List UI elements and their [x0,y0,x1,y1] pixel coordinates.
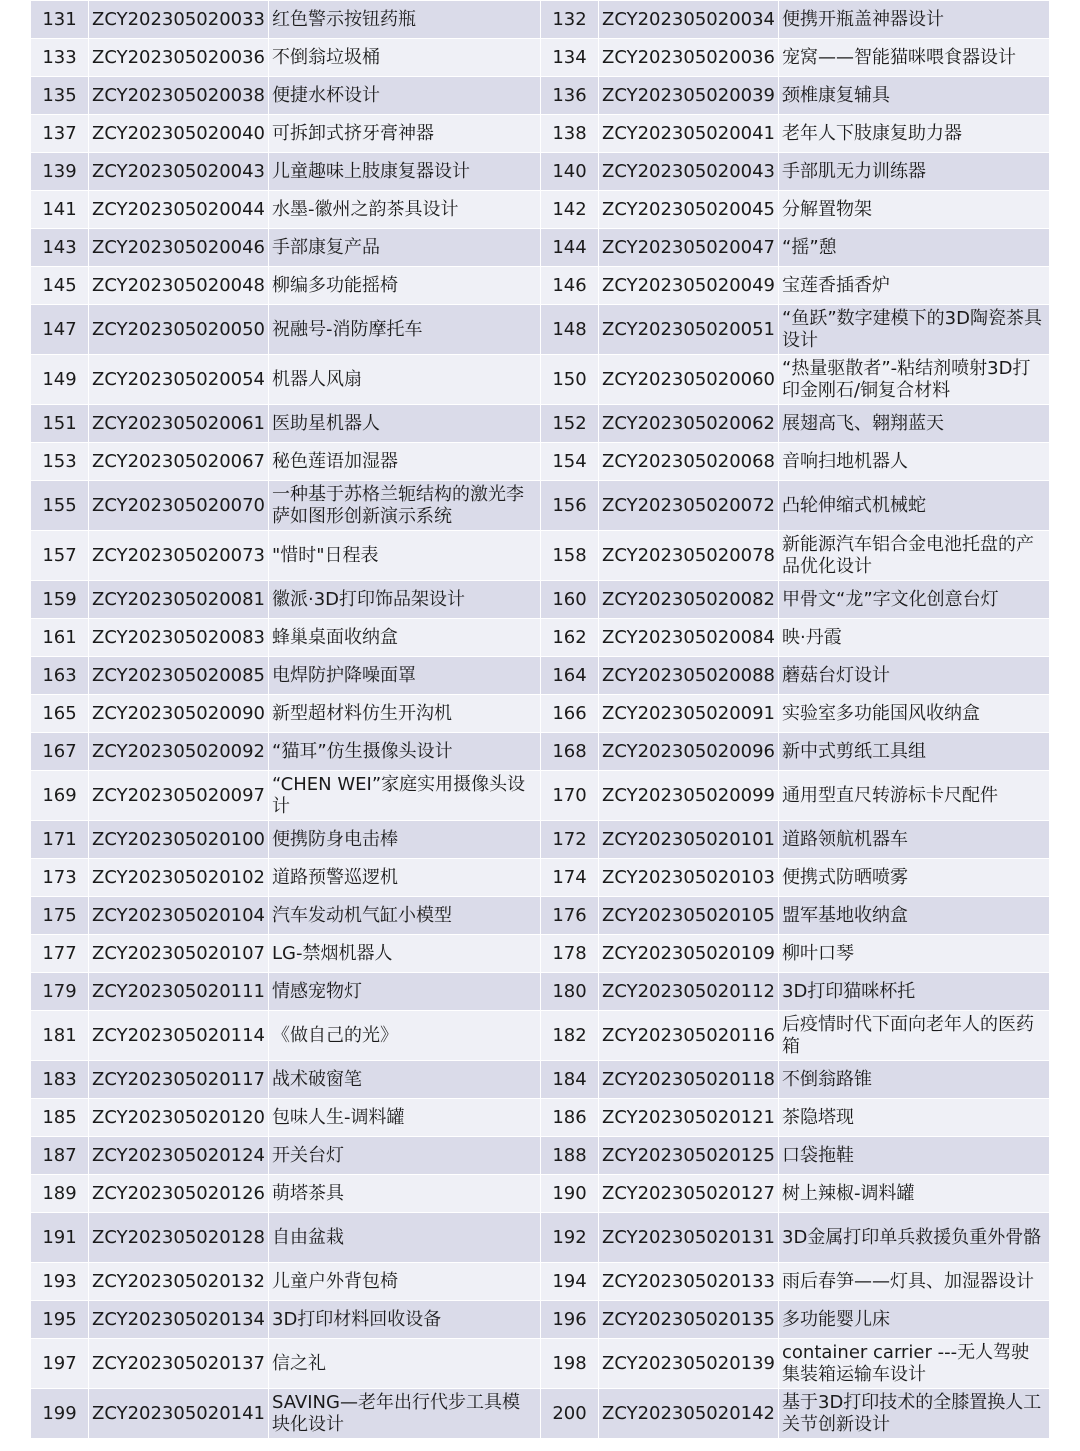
right-entry-title: 新中式剪纸工具组 [779,733,1050,771]
left-entry-code: ZCY202305020081 [89,581,269,619]
left-entry-number: 195 [31,1301,89,1339]
table-row [31,305,1050,355]
left-entry-number: 171 [31,821,89,859]
right-entry-title: 雨后春笋——灯具、加湿器设计 [779,1263,1050,1301]
right-entry-title: 凸轮伸缩式机械蛇 [779,481,1050,531]
right-entry-number: 180 [541,973,599,1011]
table-row [31,1011,1050,1061]
right-entry-code: ZCY202305020103 [599,859,779,897]
right-entry-number: 138 [541,115,599,153]
right-entry-title: 不倒翁路锥 [779,1061,1050,1099]
left-entry-title: 红色警示按钮药瓶 [269,1,541,39]
left-entry-number: 179 [31,973,89,1011]
left-entry-number: 151 [31,405,89,443]
right-entry-code: ZCY202305020060 [599,355,779,405]
right-entry-title: 甲骨文“龙”字文化创意台灯 [779,581,1050,619]
left-entry-code: ZCY202305020043 [89,153,269,191]
right-entry-title: 便携开瓶盖神器设计 [779,1,1050,39]
right-entry-title: 颈椎康复辅具 [779,77,1050,115]
left-entry-number: 197 [31,1339,89,1389]
table-row [31,821,1050,859]
left-entry-number: 139 [31,153,89,191]
left-entry-title: 自由盆栽 [269,1213,541,1263]
right-entry-number: 196 [541,1301,599,1339]
right-entry-code: ZCY202305020112 [599,973,779,1011]
left-entry-title: 儿童趣味上肢康复器设计 [269,153,541,191]
right-entry-code: ZCY202305020091 [599,695,779,733]
left-entry-title: 战术破窗笔 [269,1061,541,1099]
left-entry-title: 新型超材料仿生开沟机 [269,695,541,733]
left-entry-number: 199 [31,1389,89,1439]
right-entry-code: ZCY202305020125 [599,1137,779,1175]
right-entry-number: 178 [541,935,599,973]
right-entry-title: 3D金属打印单兵救援负重外骨骼 [779,1213,1050,1263]
right-entry-code: ZCY202305020051 [599,305,779,355]
table-row [31,405,1050,443]
right-entry-number: 172 [541,821,599,859]
right-entry-title: “鱼跃”数字建模下的3D陶瓷茶具设计 [779,305,1050,355]
right-entry-number: 198 [541,1339,599,1389]
right-entry-code: ZCY202305020049 [599,267,779,305]
left-entry-code: ZCY202305020067 [89,443,269,481]
right-entry-title: 盟军基地收纳盒 [779,897,1050,935]
right-entry-number: 174 [541,859,599,897]
left-entry-code: ZCY202305020134 [89,1301,269,1339]
table-row [31,1263,1050,1301]
right-entry-title: 基于3D打印技术的全膝置换人工关节创新设计 [779,1389,1050,1439]
left-entry-title: 儿童户外背包椅 [269,1263,541,1301]
right-entry-title: 多功能婴儿床 [779,1301,1050,1339]
left-entry-number: 193 [31,1263,89,1301]
right-entry-number: 144 [541,229,599,267]
right-entry-number: 162 [541,619,599,657]
left-entry-code: ZCY202305020126 [89,1175,269,1213]
left-entry-number: 155 [31,481,89,531]
right-entry-code: ZCY202305020072 [599,481,779,531]
right-entry-number: 136 [541,77,599,115]
left-entry-number: 147 [31,305,89,355]
table-row [31,1389,1050,1439]
right-entry-code: ZCY202305020045 [599,191,779,229]
right-entry-title: 便携式防晒喷雾 [779,859,1050,897]
left-entry-code: ZCY202305020070 [89,481,269,531]
right-entry-title: “摇”憩 [779,229,1050,267]
right-entry-number: 142 [541,191,599,229]
table-row [31,1301,1050,1339]
left-entry-title: 信之礼 [269,1339,541,1389]
right-entry-code: ZCY202305020034 [599,1,779,39]
table-row [31,1099,1050,1137]
right-entry-code: ZCY202305020068 [599,443,779,481]
left-entry-title: 便携防身电击棒 [269,821,541,859]
left-entry-title: 开关台灯 [269,1137,541,1175]
left-entry-title: 水墨-徽州之韵茶具设计 [269,191,541,229]
right-entry-code: ZCY202305020101 [599,821,779,859]
left-entry-code: ZCY202305020038 [89,77,269,115]
table-row [31,1137,1050,1175]
left-entry-number: 177 [31,935,89,973]
left-entry-number: 133 [31,39,89,77]
right-entry-title: 蘑菇台灯设计 [779,657,1050,695]
left-entry-number: 185 [31,1099,89,1137]
right-entry-title: 音响扫地机器人 [779,443,1050,481]
table-row [31,229,1050,267]
table-row [31,1061,1050,1099]
table-row [31,657,1050,695]
right-entry-code: ZCY202305020078 [599,531,779,581]
right-entry-code: ZCY202305020105 [599,897,779,935]
right-entry-title: 后疫情时代下面向老年人的医药箱 [779,1011,1050,1061]
left-entry-code: ZCY202305020124 [89,1137,269,1175]
left-entry-code: ZCY202305020048 [89,267,269,305]
right-entry-code: ZCY202305020118 [599,1061,779,1099]
table-row [31,935,1050,973]
left-entry-number: 191 [31,1213,89,1263]
right-entry-title: 手部肌无力训练器 [779,153,1050,191]
left-entry-number: 145 [31,267,89,305]
table-row [31,355,1050,405]
right-entry-title: 树上辣椒-调料罐 [779,1175,1050,1213]
right-entry-title: container carrier ---无人驾驶集装箱运输车设计 [779,1339,1050,1389]
left-entry-title: “CHEN WEI”家庭实用摄像头设计 [269,771,541,821]
right-entry-title: 老年人下肢康复助力器 [779,115,1050,153]
table-row [31,733,1050,771]
table-row [31,39,1050,77]
table-row [31,973,1050,1011]
left-entry-number: 137 [31,115,89,153]
left-entry-code: ZCY202305020054 [89,355,269,405]
right-entry-number: 188 [541,1137,599,1175]
right-entry-code: ZCY202305020096 [599,733,779,771]
left-entry-title: 祝融号-消防摩托车 [269,305,541,355]
table-row [31,153,1050,191]
right-entry-code: ZCY202305020142 [599,1389,779,1439]
right-entry-number: 154 [541,443,599,481]
table-body [31,1,1050,1439]
left-entry-number: 153 [31,443,89,481]
right-entry-number: 194 [541,1263,599,1301]
right-entry-code: ZCY202305020135 [599,1301,779,1339]
left-entry-code: ZCY202305020128 [89,1213,269,1263]
table-row [31,531,1050,581]
right-entry-title: 分解置物架 [779,191,1050,229]
right-entry-code: ZCY202305020121 [599,1099,779,1137]
table-row [31,581,1050,619]
left-entry-number: 173 [31,859,89,897]
left-entry-code: ZCY202305020036 [89,39,269,77]
left-entry-title: 手部康复产品 [269,229,541,267]
project-list-table [30,0,1050,1439]
right-entry-title: 宝莲香插香炉 [779,267,1050,305]
table-row [31,859,1050,897]
right-entry-code: ZCY202305020109 [599,935,779,973]
left-entry-code: ZCY202305020085 [89,657,269,695]
table-row [31,771,1050,821]
right-entry-number: 192 [541,1213,599,1263]
left-entry-code: ZCY202305020090 [89,695,269,733]
right-entry-code: ZCY202305020039 [599,77,779,115]
right-entry-number: 140 [541,153,599,191]
left-entry-number: 143 [31,229,89,267]
table-row [31,1339,1050,1389]
left-entry-title: 不倒翁垃圾桶 [269,39,541,77]
table-row [31,1213,1050,1263]
left-entry-code: ZCY202305020050 [89,305,269,355]
right-entry-title: 3D打印猫咪杯托 [779,973,1050,1011]
left-entry-title: 一种基于苏格兰轭结构的激光李萨如图形创新演示系统 [269,481,541,531]
left-entry-number: 175 [31,897,89,935]
right-entry-code: ZCY202305020131 [599,1213,779,1263]
right-entry-code: ZCY202305020139 [599,1339,779,1389]
right-entry-number: 190 [541,1175,599,1213]
left-entry-code: ZCY202305020132 [89,1263,269,1301]
left-entry-code: ZCY202305020120 [89,1099,269,1137]
right-entry-title: 道路领航机器车 [779,821,1050,859]
left-entry-number: 161 [31,619,89,657]
right-entry-title: 茶隐塔现 [779,1099,1050,1137]
right-entry-title: 口袋拖鞋 [779,1137,1050,1175]
table-row [31,619,1050,657]
table-row [31,191,1050,229]
right-entry-number: 170 [541,771,599,821]
right-entry-title: 通用型直尺转游标卡尺配件 [779,771,1050,821]
right-entry-number: 182 [541,1011,599,1061]
left-entry-title: 3D打印材料回收设备 [269,1301,541,1339]
left-entry-title: 情感宠物灯 [269,973,541,1011]
left-entry-number: 163 [31,657,89,695]
right-entry-code: ZCY202305020041 [599,115,779,153]
right-entry-title: 映·丹霞 [779,619,1050,657]
left-entry-title: 便捷水杯设计 [269,77,541,115]
left-entry-title: 医助星机器人 [269,405,541,443]
right-entry-code: ZCY202305020088 [599,657,779,695]
right-entry-code: ZCY202305020116 [599,1011,779,1061]
left-entry-number: 183 [31,1061,89,1099]
left-entry-title: 电焊防护降噪面罩 [269,657,541,695]
left-entry-title: 汽车发动机气缸小模型 [269,897,541,935]
right-entry-number: 166 [541,695,599,733]
left-entry-title: 柳编多功能摇椅 [269,267,541,305]
table-row [31,443,1050,481]
right-entry-title: 展翅高飞、翱翔蓝天 [779,405,1050,443]
right-entry-number: 156 [541,481,599,531]
right-entry-number: 160 [541,581,599,619]
right-entry-code: ZCY202305020036 [599,39,779,77]
left-entry-number: 157 [31,531,89,581]
left-entry-title: 秘色莲语加湿器 [269,443,541,481]
left-entry-number: 189 [31,1175,89,1213]
left-entry-code: ZCY202305020083 [89,619,269,657]
left-entry-number: 169 [31,771,89,821]
left-entry-code: ZCY202305020097 [89,771,269,821]
right-entry-code: ZCY202305020099 [599,771,779,821]
right-entry-number: 176 [541,897,599,935]
left-entry-title: 徽派·3D打印饰品架设计 [269,581,541,619]
left-entry-code: ZCY202305020092 [89,733,269,771]
right-entry-number: 152 [541,405,599,443]
left-entry-title: “猫耳”仿生摄像头设计 [269,733,541,771]
right-entry-number: 164 [541,657,599,695]
left-entry-title: LG-禁烟机器人 [269,935,541,973]
left-entry-number: 135 [31,77,89,115]
left-entry-title: "惜时"日程表 [269,531,541,581]
left-entry-number: 165 [31,695,89,733]
right-entry-number: 134 [541,39,599,77]
right-entry-number: 200 [541,1389,599,1439]
right-entry-number: 146 [541,267,599,305]
right-entry-code: ZCY202305020043 [599,153,779,191]
table-row [31,1175,1050,1213]
left-entry-code: ZCY202305020061 [89,405,269,443]
left-entry-title: SAVING—老年出行代步工具模块化设计 [269,1389,541,1439]
left-entry-code: ZCY202305020117 [89,1061,269,1099]
right-entry-number: 184 [541,1061,599,1099]
left-entry-number: 141 [31,191,89,229]
right-entry-code: ZCY202305020047 [599,229,779,267]
left-entry-number: 167 [31,733,89,771]
left-entry-code: ZCY202305020102 [89,859,269,897]
left-entry-number: 149 [31,355,89,405]
right-entry-number: 168 [541,733,599,771]
right-entry-number: 158 [541,531,599,581]
right-entry-number: 132 [541,1,599,39]
left-entry-code: ZCY202305020073 [89,531,269,581]
right-entry-code: ZCY202305020127 [599,1175,779,1213]
left-entry-code: ZCY202305020033 [89,1,269,39]
table-row [31,115,1050,153]
right-entry-code: ZCY202305020082 [599,581,779,619]
right-entry-title: 宠窝——智能猫咪喂食器设计 [779,39,1050,77]
right-entry-number: 186 [541,1099,599,1137]
right-entry-number: 148 [541,305,599,355]
left-entry-code: ZCY202305020104 [89,897,269,935]
right-entry-title: “热量驱散者”-粘结剂喷射3D打印金刚石/铜复合材料 [779,355,1050,405]
left-entry-code: ZCY202305020137 [89,1339,269,1389]
left-entry-code: ZCY202305020100 [89,821,269,859]
left-entry-number: 187 [31,1137,89,1175]
right-entry-title: 新能源汽车铝合金电池托盘的产品优化设计 [779,531,1050,581]
left-entry-code: ZCY202305020107 [89,935,269,973]
table-row [31,481,1050,531]
left-entry-code: ZCY202305020040 [89,115,269,153]
table-row [31,267,1050,305]
left-entry-title: 道路预警巡逻机 [269,859,541,897]
left-entry-title: 蜂巢桌面收纳盒 [269,619,541,657]
table-row [31,695,1050,733]
left-entry-code: ZCY202305020111 [89,973,269,1011]
right-entry-code: ZCY202305020133 [599,1263,779,1301]
right-entry-code: ZCY202305020084 [599,619,779,657]
table-row [31,1,1050,39]
left-entry-title: 《做自己的光》 [269,1011,541,1061]
right-entry-number: 150 [541,355,599,405]
left-entry-code: ZCY202305020044 [89,191,269,229]
left-entry-number: 131 [31,1,89,39]
left-entry-number: 159 [31,581,89,619]
left-entry-title: 机器人风扇 [269,355,541,405]
table-row [31,897,1050,935]
left-entry-code: ZCY202305020046 [89,229,269,267]
left-entry-number: 181 [31,1011,89,1061]
right-entry-code: ZCY202305020062 [599,405,779,443]
table-row [31,77,1050,115]
left-entry-title: 包味人生-调料罐 [269,1099,541,1137]
right-entry-title: 柳叶口琴 [779,935,1050,973]
left-entry-code: ZCY202305020141 [89,1389,269,1439]
left-entry-code: ZCY202305020114 [89,1011,269,1061]
left-entry-title: 萌塔茶具 [269,1175,541,1213]
left-entry-title: 可拆卸式挤牙膏神器 [269,115,541,153]
right-entry-title: 实验室多功能国风收纳盒 [779,695,1050,733]
